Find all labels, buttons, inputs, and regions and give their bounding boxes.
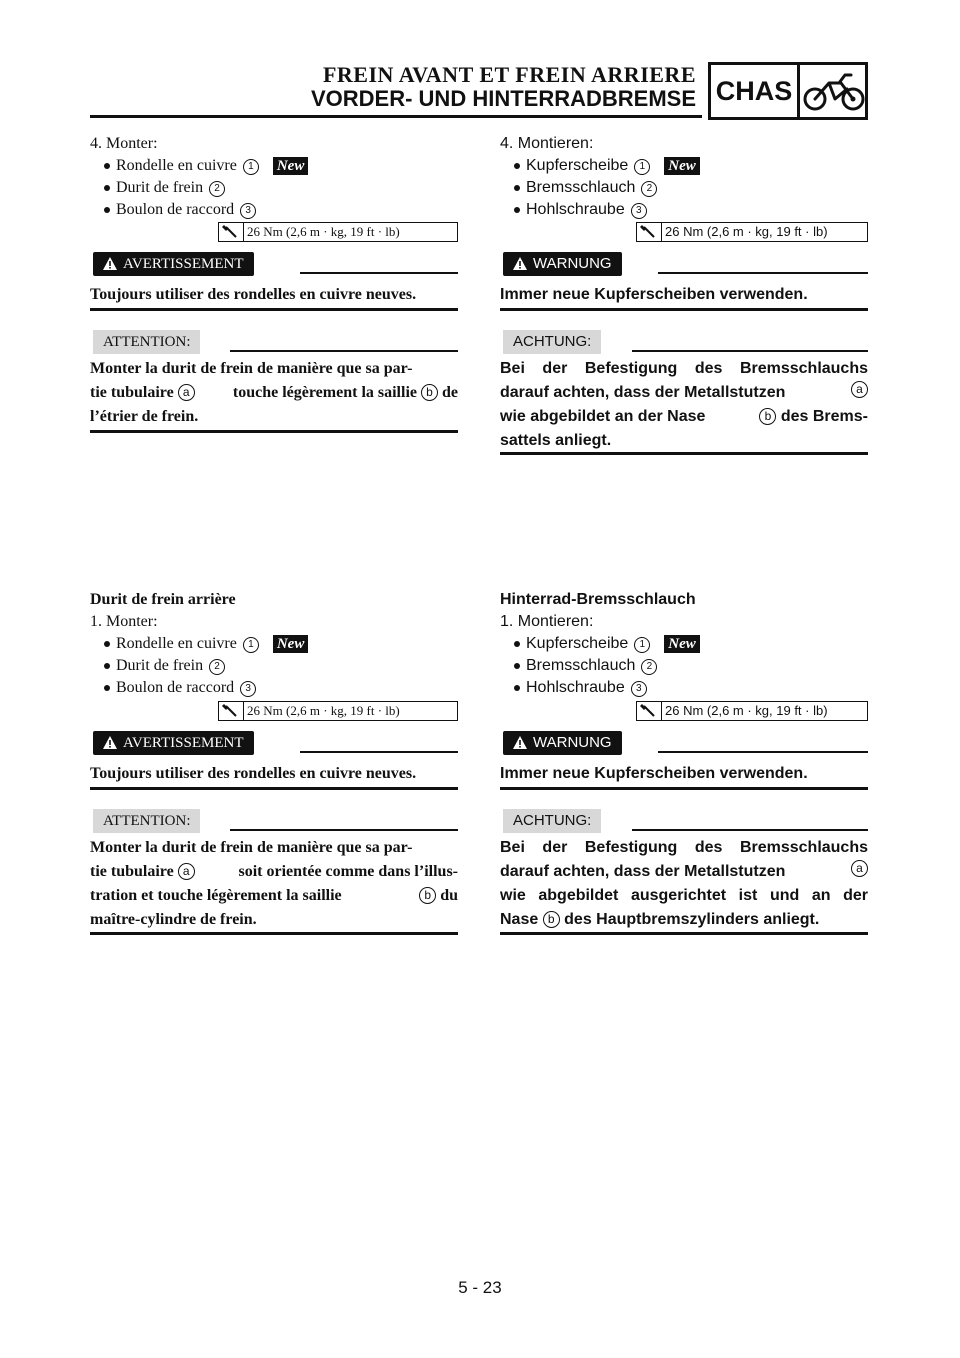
torque-spec: [636, 701, 868, 721]
caution-fragment: de: [438, 384, 458, 401]
marker-b: b: [543, 911, 560, 928]
warning-triangle-icon: [102, 256, 118, 271]
caution-fragment: darauf achten, dass der Metallstutzen: [500, 863, 786, 880]
list-item: [102, 177, 458, 199]
caution-fragment: soit orientée comme dans l’illus-: [238, 863, 458, 880]
caution-fragment: touche légèrement la saillie: [232, 384, 421, 401]
warning-text: Toujours utiliser des rondelles en cuivre neuves.: [90, 286, 417, 303]
caution-fragment: Nase: [500, 911, 543, 928]
fr-section-2: [90, 589, 458, 699]
marker-b: b: [419, 887, 436, 904]
warning-rule: [300, 751, 458, 753]
callout-number: 3: [631, 681, 647, 697]
section-rule: [90, 932, 458, 935]
callout-number: 1: [634, 637, 650, 653]
callout-number: 3: [631, 203, 647, 219]
torque-value: 26 Nm (2,6 m · kg, 19 ft · lb): [247, 703, 400, 718]
warning-rule: [658, 272, 868, 274]
callout-number: 1: [243, 637, 259, 653]
motorcycle-icon: [803, 69, 867, 115]
wrench-icon: [219, 702, 244, 720]
section-rule: [90, 308, 458, 311]
item-label: Rondelle en cuivre: [116, 157, 237, 174]
caution-rule: [230, 350, 458, 352]
torque-value: 26 Nm (2,6 m · kg, 19 ft · lb): [665, 703, 828, 718]
section-rule: [500, 787, 868, 790]
warning-text: Immer neue Kupferscheiben verwenden.: [500, 765, 808, 782]
callout-number: 1: [243, 159, 259, 175]
caution-badge: ATTENTION:: [93, 809, 200, 833]
list-item: [512, 155, 868, 177]
caution-line: maître-cylindre de frein.: [90, 911, 257, 928]
caution-line: Monter la durit de frein de manière que sa par-: [90, 839, 413, 856]
caution-text: [500, 357, 868, 453]
warning-text: Immer neue Kupferscheiben verwenden.: [500, 286, 808, 303]
warning-badge: [93, 731, 254, 755]
section-rule: [90, 430, 458, 433]
caution-fragment: du: [436, 887, 458, 904]
caution-text: [500, 836, 868, 932]
caution-fragment: tration et touche légèrement la saillie: [90, 887, 342, 904]
warning-label: WARNUNG: [533, 255, 612, 272]
item-label: Bremsschlauch: [526, 657, 636, 674]
section-rule: [500, 932, 868, 935]
caution-line: [500, 860, 868, 884]
item-label: Hohlschraube: [526, 679, 625, 696]
caution-badge: ATTENTION:: [93, 330, 200, 354]
de-section-1: [500, 133, 868, 221]
callout-number: 3: [240, 203, 256, 219]
marker-b: b: [421, 384, 438, 401]
callout-number: 2: [641, 181, 657, 197]
section-heading: Durit de frein arrière: [90, 591, 236, 608]
caution-line: [90, 860, 458, 884]
caution-line: [500, 381, 868, 405]
warning-label: AVERTISSEMENT: [123, 256, 244, 272]
caution-fragment: darauf achten, dass der Metallstutzen: [500, 384, 786, 401]
warning-badge: [503, 252, 622, 276]
marker-b: b: [759, 408, 776, 425]
caution-line: wie abgebildet ausgerichtet ist und an der: [500, 887, 868, 904]
warning-triangle-icon: [102, 735, 118, 750]
item-label: Boulon de raccord: [116, 679, 235, 696]
section-badge: [708, 62, 868, 120]
torque-value: 26 Nm (2,6 m · kg, 19 ft · lb): [665, 224, 828, 239]
caution-line: [90, 381, 458, 405]
callout-number: 2: [209, 181, 225, 197]
warning-label: AVERTISSEMENT: [123, 735, 244, 751]
caution-line: [500, 908, 868, 932]
torque-spec: [218, 222, 458, 242]
warning-label: WARNUNG: [533, 734, 612, 751]
list-item: [512, 199, 868, 221]
list-item: [102, 155, 458, 177]
warning-badge: [93, 252, 254, 276]
list-item: [512, 633, 868, 655]
fr-step-1: 1. Monter:: [90, 613, 158, 630]
item-label: Rondelle en cuivre: [116, 635, 237, 652]
warning-rule: [300, 272, 458, 274]
caution-fragment: wie abgebildet an der Nase: [500, 408, 706, 425]
new-part-badge: New: [664, 635, 700, 653]
header-title-fr: FREIN AVANT ET FREIN ARRIERE: [322, 62, 696, 87]
caution-rule: [230, 829, 458, 831]
caution-badge: ACHTUNG:: [503, 330, 601, 354]
torque-spec: [636, 222, 868, 242]
caution-fragment: tie tubulaire: [90, 863, 178, 880]
section-label: CHAS: [715, 76, 793, 106]
section-rule: [90, 787, 458, 790]
warning-rule: [658, 751, 868, 753]
item-label: Durit de frein: [116, 179, 204, 196]
section-rule: [500, 452, 868, 455]
torque-spec: [218, 701, 458, 721]
caution-text: [90, 357, 458, 429]
new-part-badge: New: [273, 157, 309, 175]
caution-text: [90, 836, 458, 932]
caution-rule: [632, 350, 868, 352]
marker-a: a: [178, 863, 195, 880]
caution-line: sattels anliegt.: [500, 432, 612, 449]
marker-a: a: [851, 381, 868, 398]
section-heading: Hinterrad-Bremsschlauch: [500, 591, 696, 608]
callout-number: 2: [209, 659, 225, 675]
de-step-1: 1. Montieren:: [500, 613, 594, 630]
page-number: 5 - 23: [458, 1278, 502, 1297]
new-part-badge: New: [664, 157, 700, 175]
list-item: [102, 633, 458, 655]
list-item: [512, 677, 868, 699]
caution-rule: [632, 829, 868, 831]
header-rule: [90, 115, 702, 118]
list-item: [102, 655, 458, 677]
caution-fragment: tie tubulaire: [90, 384, 178, 401]
list-item: [512, 177, 868, 199]
warning-text: Toujours utiliser des rondelles en cuivre neuves.: [90, 765, 417, 782]
wrench-icon: [637, 223, 662, 241]
section-divider: [797, 65, 800, 117]
marker-a: a: [178, 384, 195, 401]
fr-section-1: [90, 133, 458, 221]
wrench-icon: [637, 702, 662, 720]
item-label: Kupferscheibe: [526, 635, 629, 652]
item-label: Boulon de raccord: [116, 201, 235, 218]
caution-fragment: des Brems-: [776, 408, 868, 425]
caution-line: Monter la durit de frein de manière que sa par-: [90, 360, 413, 377]
list-item: [102, 677, 458, 699]
section-rule: [500, 308, 868, 311]
marker-a: a: [851, 860, 868, 877]
warning-triangle-icon: [512, 735, 528, 750]
de-section-2: [500, 589, 868, 699]
warning-triangle-icon: [512, 256, 528, 271]
item-label: Kupferscheibe: [526, 157, 629, 174]
caution-badge: ACHTUNG:: [503, 809, 601, 833]
torque-value: 26 Nm (2,6 m · kg, 19 ft · lb): [247, 224, 400, 239]
callout-number: 1: [634, 159, 650, 175]
caution-line: Bei der Befestigung des Bremsschlauchs: [500, 360, 868, 377]
wrench-icon: [219, 223, 244, 241]
item-label: Hohlschraube: [526, 201, 625, 218]
caution-line: l’étrier de frein.: [90, 408, 199, 425]
caution-fragment: des Hauptbremszylinders anliegt.: [559, 911, 820, 928]
list-item: [512, 655, 868, 677]
caution-line: [90, 884, 458, 908]
list-item: [102, 199, 458, 221]
item-label: Bremsschlauch: [526, 179, 636, 196]
callout-number: 2: [641, 659, 657, 675]
fr-step-4: 4. Monter:: [90, 135, 158, 152]
de-step-4: 4. Montieren:: [500, 135, 594, 152]
caution-line: Bei der Befestigung des Bremsschlauchs: [500, 839, 868, 856]
caution-line: [500, 405, 868, 429]
item-label: Durit de frein: [116, 657, 204, 674]
callout-number: 3: [240, 681, 256, 697]
header-title-de: VORDER- UND HINTERRADBREMSE: [310, 86, 696, 111]
new-part-badge: New: [273, 635, 309, 653]
warning-badge: [503, 731, 622, 755]
